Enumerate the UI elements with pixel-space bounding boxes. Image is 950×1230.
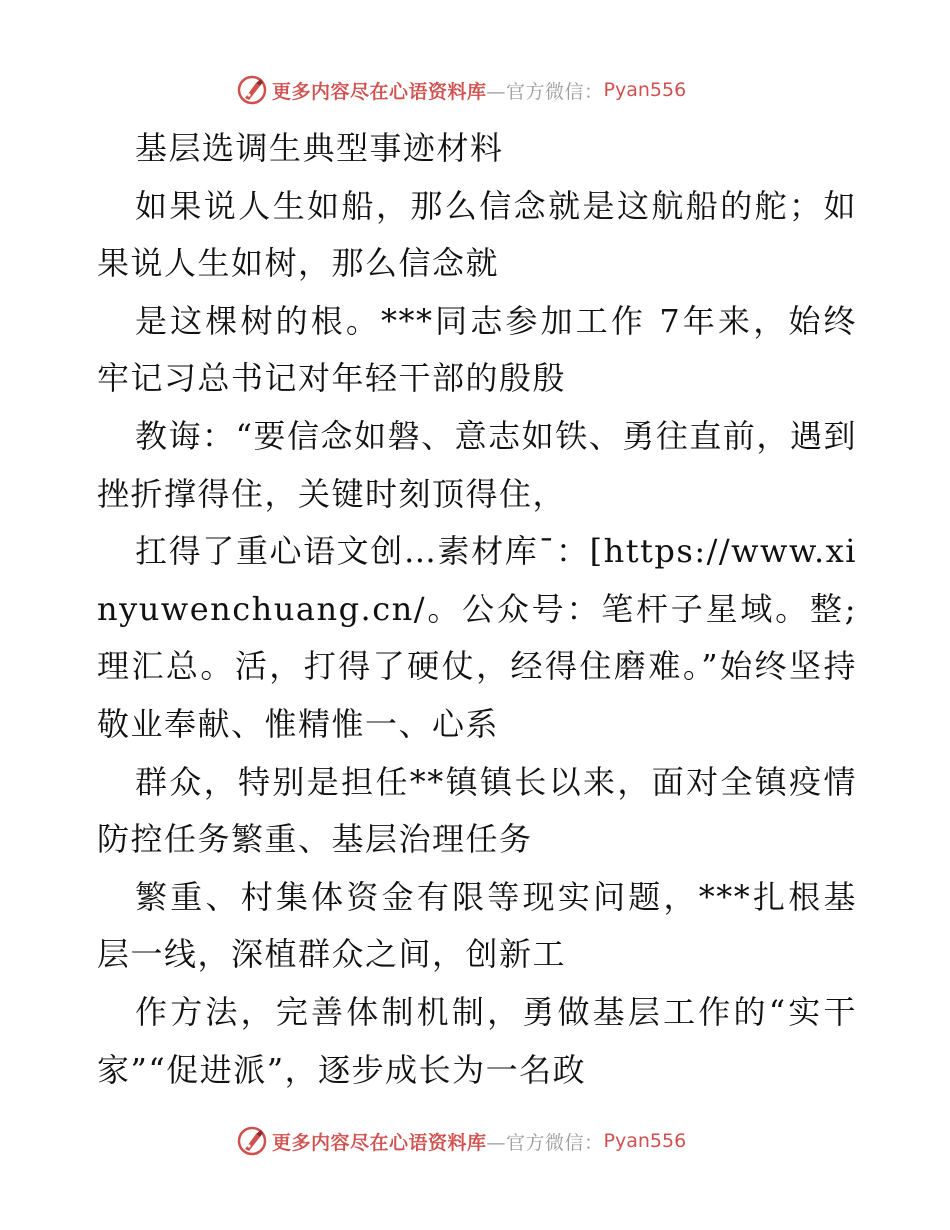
body-paragraph: 繁重、村集体资金有限等现实问题，***扎根基层一线，深植群众之间，创新工 (97, 877, 857, 974)
body-paragraph: 扛得了重心语文创…素材库¯：[https://www.xinyuwenchuang.cn/。公众号：笔杆子星域。整;理汇总。活，打得了硬仗，经得住磨难。”始终坚持敬业奉献、惟精惟一、心系 (97, 532, 857, 743)
header-wechat-label: —官方微信： (486, 80, 604, 103)
footer-banner (236, 1124, 686, 1158)
header-brand-text: 更多内容尽在心语资料库 (272, 80, 487, 103)
doc-title: 基层选调生典型事迹材料 (135, 129, 504, 167)
footer-wechat-id: Pyan556 (603, 1130, 687, 1152)
document-body (97, 120, 857, 1099)
body-paragraph: 教诲：“要信念如磐、意志如铁、勇往直前，遇到挫折撑得住，关键时刻顶得住， (97, 416, 857, 513)
pen-nib-logo-icon (236, 1125, 268, 1157)
header-wechat-id: Pyan556 (603, 79, 687, 101)
header-banner (236, 73, 686, 107)
footer-wechat-label: —官方微信： (486, 1131, 604, 1154)
body-paragraph: 群众，特别是担任**镇镇长以来，面对全镇疫情防控任务繁重、基层治理任务 (97, 762, 857, 859)
body-paragraph: 作方法，完善体制机制，勇做基层工作的“实干家”“促进派”，逐步成长为一名政 (97, 992, 857, 1089)
footer-brand-text: 更多内容尽在心语资料库 (272, 1131, 487, 1154)
pen-nib-logo-icon (236, 74, 268, 106)
body-paragraph: 如果说人生如船，那么信念就是这航船的舵；如果说人生如树，那么信念就 (97, 186, 857, 283)
body-paragraph: 是这棵树的根。***同志参加工作 7年来，始终牢记习总书记对年轻干部的殷殷 (97, 301, 857, 398)
